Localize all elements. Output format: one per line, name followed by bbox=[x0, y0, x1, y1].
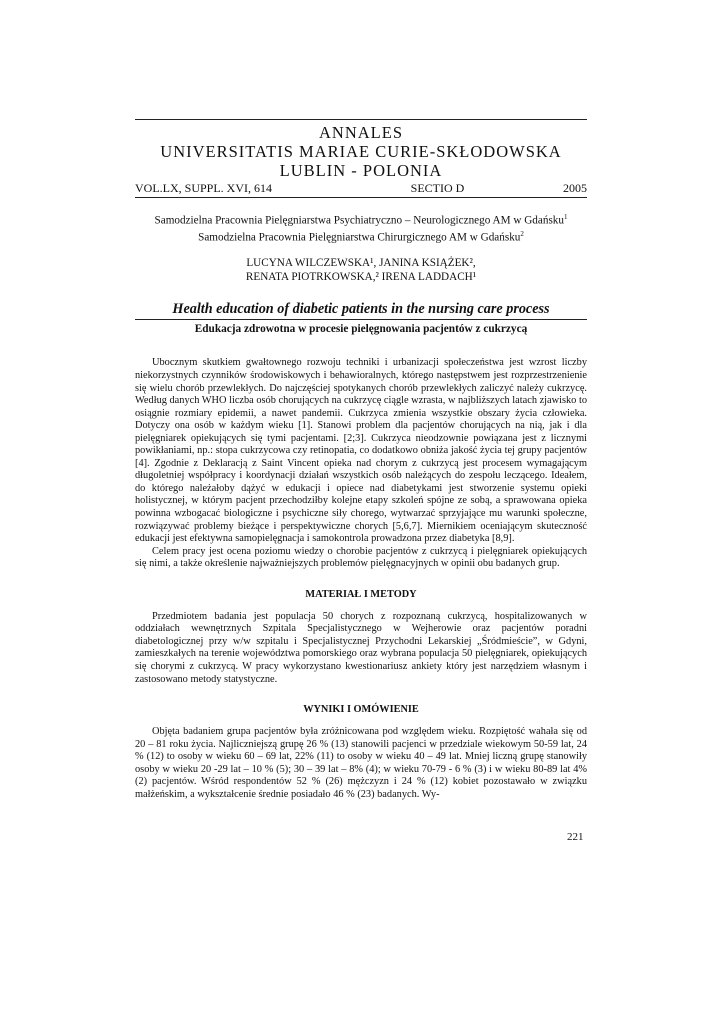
journal-header bbox=[135, 123, 587, 180]
sectio: SECTIO D bbox=[410, 181, 465, 195]
intro-paragraph-2: Celem pracy jest ocena poziomu wiedzy o chorobie pacjentów z cukrzycą i pielęgniarek opiekujących się nimi, a także określenie najważniejszych problemów pielęgnacyjnych w opinii obu badanych grup. bbox=[135, 545, 587, 570]
affiliation-2 bbox=[135, 228, 587, 245]
title-english: Health education of diabetic patients in the nursing care process bbox=[172, 301, 550, 318]
title-polish: Edukacja zdrowotna w procesie pielęgnowania pacjentów z cukrzycą bbox=[194, 323, 528, 336]
section-heading-results: WYNIKI I OMÓWIENIE bbox=[303, 704, 419, 716]
journal-line-2: UNIVERSITATIS MARIAE CURIE-SKŁODOWSKA bbox=[160, 142, 562, 161]
authors-line-1: LUCYNA WILCZEWSKA¹, JANINA KSIĄŻEK², bbox=[246, 257, 476, 270]
affiliation-1 bbox=[135, 211, 587, 228]
results-paragraph: Objęta badaniem grupa pacjentów była zróżnicowana pod względem wieku. Rozpiętość wahała się od 20 – 81 roku życia. Najliczniejszą grupę 26 % (13) stanowili pacjenci w przedziale wiekowym 50-59 lat, 24 % (12) to osoby w wieku 60 – 69 lat, 22% (11) to osoby w wieku 40 – 49 lat. Mniej liczną grupę stanowiły osoby w wieku 20 -29 lat – 10 % (5); 30 – 39 lat – 8% (4); w wieku 70-79 - 6 % (3) i w wieku 80-89 lat 4% (2) pacjentów. Wśród respondentów 52 % (26) mężczyzn i 24 % (12) kobiet pozostawało w związku małżeńskim, a wykształcenie średnie posiadało 46 % (23) badanych. Wy- bbox=[135, 726, 587, 800]
methods-paragraph: Przedmiotem badania jest populacja 50 chorych z rozpoznaną cukrzycą, hospitalizowanych w oddziałach wewnętrznych Szpitala Specjalistycznego w Wejherowie oraz pacjentów poradni diabetologicznej przy w/w szpitalu i Specjalistycznej Przychodni Lekarskiej „Śródmieście”, w Gdyni, zamieszkałych na terenie województwa pomorskiego oraz wybrana populacja 50 pielęgniarek, opiekujących się chorymi z cukrzycą. W pracy wykorzystano kwestionariusz ankiety który jest narzędziem własnym i zastosowano metody statystyczne. bbox=[135, 610, 587, 685]
affiliation-1-sup: 1 bbox=[564, 213, 568, 221]
section-heading-methods: MATERIAŁ I METODY bbox=[305, 588, 417, 600]
volume-info: VOL.LX, SUPPL. XVI, 614 bbox=[135, 181, 273, 195]
page-number: 221 bbox=[567, 831, 584, 843]
authors bbox=[135, 257, 587, 284]
affiliation-2-text: Samodzielna Pracownia Pielęgniarstwa Chirurgicznego AM w Gdańsku bbox=[198, 231, 521, 244]
year: 2005 bbox=[563, 181, 587, 195]
affiliation-2-sup: 2 bbox=[520, 229, 524, 238]
affiliation-1-text: Samodzielna Pracownia Pielęgniarstwa Psychiatryczno – Neurologicznego AM w Gdańsku bbox=[154, 214, 564, 227]
journal-line-1: ANNALES bbox=[319, 123, 403, 142]
affiliations bbox=[135, 211, 587, 244]
paper-page bbox=[135, 119, 587, 801]
title-rule bbox=[135, 319, 587, 320]
article-body bbox=[135, 357, 587, 801]
volume-line bbox=[135, 181, 587, 197]
intro-paragraph-1: Ubocznym skutkiem gwałtownego rozwoju techniki i urbanizacji społeczeństwa jest wzrost liczby niekorzystnych czynników środowiskowych i behawioralnych, którego następstwem jest rozprzestrzenienie się wielu chorób przewlekłych. Do najczęściej spotykanych chorób przewlekłych zaliczyć należy cukrzycę. Według danych WHO liczba osób chorujących na cukrzycę ciągle wzrasta, w najbliższych latach zjawisko to osiągnie rozmiary epidemii, a nawet pandemii. Cukrzyca zmienia wszystkie obszary życia człowieka. Dotyczy ona osób w każdym wieku [1]. Stanowi problem dla pacjentów chorujących na nią, jak i dla pielęgniarek opiekujących się tymi pacjentami. [2;3]. Cukrzyca nieodzownie powiązana jest z licznymi powikłaniami, np.: stopa cukrzycowa czy retinopatia, co dodatkowo obniża jakość życia tej grupy pacjentów [4]. Zgodnie z Deklaracją z Saint Vincent opieka nad chorym z cukrzycą jest procesem wymagającym długoletniej współpracy i koordynacji działań wszystkich osób należących do zespołu leczącego. Ideałem, do którego należałoby dążyć w edukacji i opiece nad diabetykami jest stworzenie systemu opieki holistycznej, w którym pacjent przechodziłby kolejne etapy szkoleń spójne ze sobą, a sprawowana opieka powinna wzbogacać biologiczne i psychiczne siły chorego, wytwarzać sprzyjające mu warunki społeczne, rozwiązywać problemy bieżące i perspektywiczne chorych [5,6,7]. Miernikiem oceniającym skuteczność edukacji jest efektywna samopielęgnacja i samokontrola prowadzona przez diabetyka [8,9]. bbox=[135, 357, 587, 545]
journal-line-3: LUBLIN - POLONIA bbox=[279, 161, 443, 180]
authors-line-2: RENATA PIOTRKOWSKA,² IRENA LADDACH¹ bbox=[245, 270, 477, 283]
top-rule bbox=[135, 119, 587, 120]
header-bottom-rule bbox=[135, 197, 587, 198]
